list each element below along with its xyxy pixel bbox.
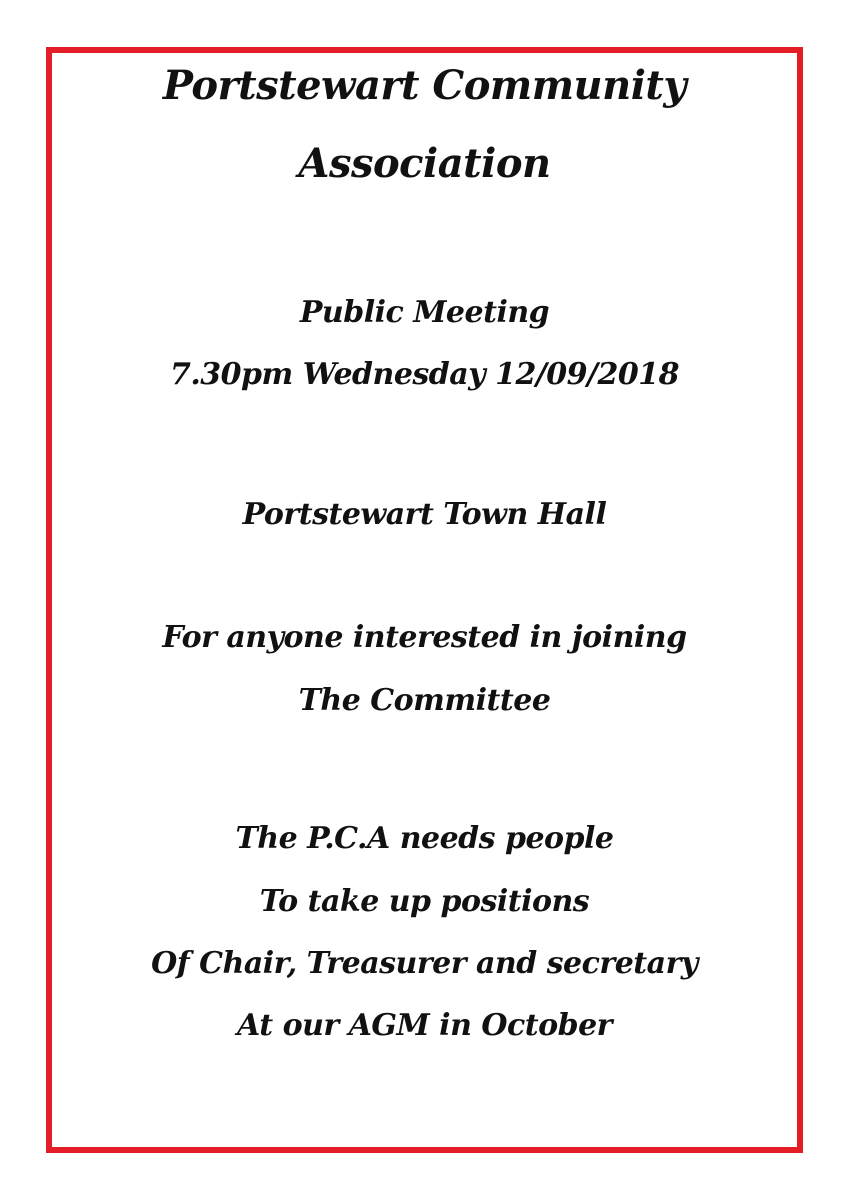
- appeal-line-1: The P.C.A needs people: [235, 821, 614, 856]
- title-line-1: Portstewart Community: [162, 62, 687, 109]
- invitation-line-1: For anyone interested in joining: [162, 620, 687, 655]
- event-name: Public Meeting: [299, 295, 550, 330]
- event-datetime: 7.30pm Wednesday 12/09/2018: [169, 357, 680, 392]
- appeal-line-4: At our AGM in October: [237, 1008, 612, 1043]
- invitation-line-2: The Committee: [298, 683, 551, 718]
- appeal-line-3: Of Chair, Treasurer and secretary: [151, 946, 698, 981]
- appeal-line-2: To take up positions: [259, 884, 590, 919]
- event-venue: Portstewart Town Hall: [242, 497, 607, 532]
- poster-red-border: [46, 47, 803, 1153]
- title-line-2: Association: [298, 140, 551, 187]
